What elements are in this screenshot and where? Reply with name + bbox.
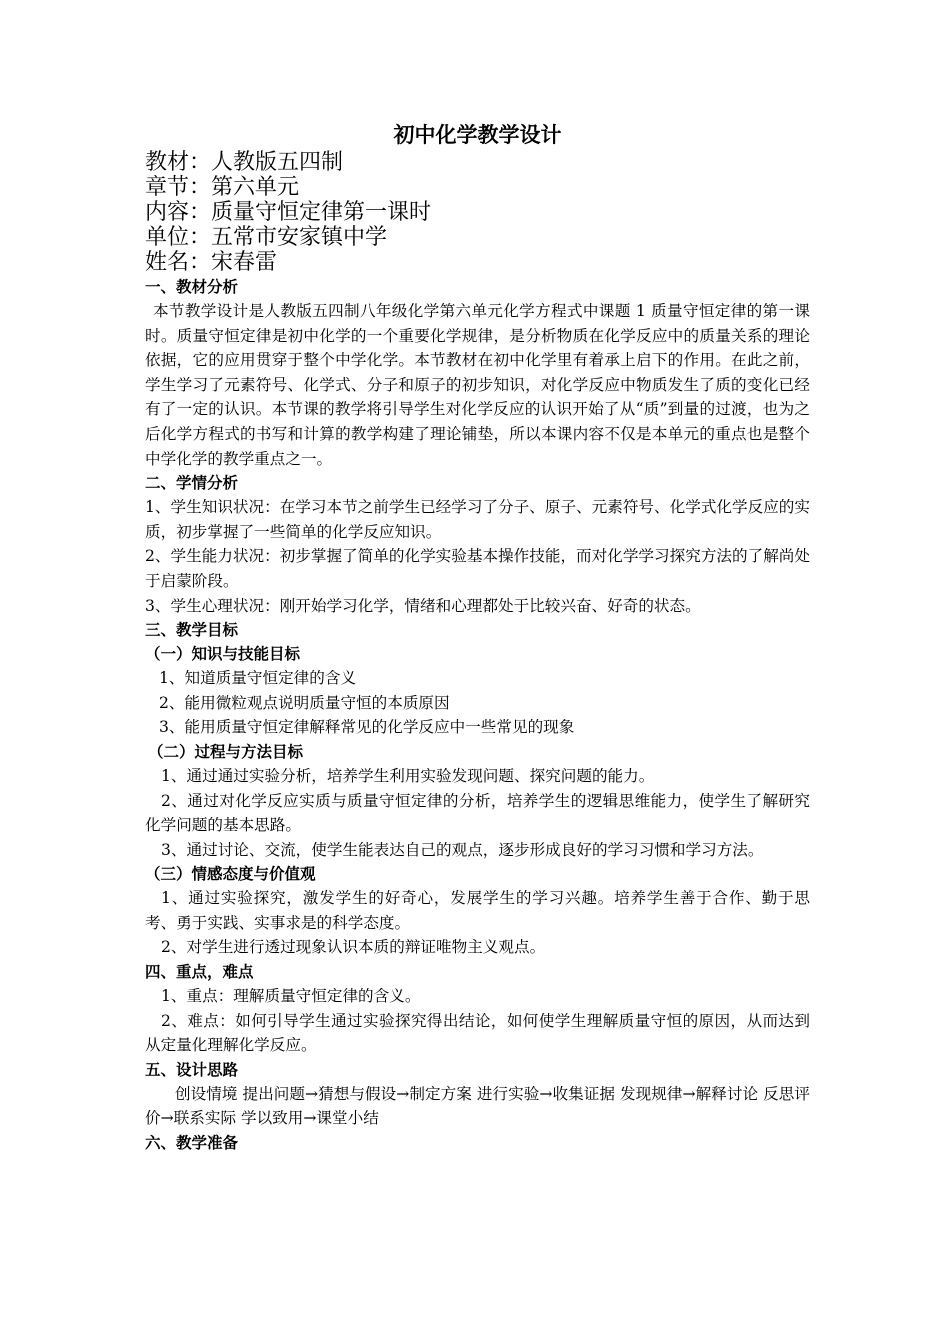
list-item: 1、重点：理解质量守恒定律的含义。 [161, 987, 421, 1006]
list-item: 3、能用质量守恒定律解释常见的化学反应中一些常见的现象 [159, 718, 575, 737]
section-heading-textbook-analysis: 一、教材分析 [145, 278, 239, 296]
list-item: 2、通过对化学反应实质与质量守恒定律的分析，培养学生的逻辑思维能力，使学生了解研究化学问题的基本思路。 [145, 791, 810, 835]
paragraph: 1、学生知识状况：在学习本节之前学生已经学习了分子、原子、元素符号、化学式化学反应的实质，初步掌握了一些简单的化学反应知识。 [145, 498, 810, 541]
section-heading-design-idea: 五、设计思路 [145, 1060, 239, 1079]
meta-author: 姓名：宋春雷 [145, 250, 278, 275]
document-title: 初中化学教学设计 [393, 123, 562, 147]
subheading-process-methods: （二）过程与方法目标 [148, 742, 304, 761]
list-item: 3、通过讨论、交流，使学生能表达自己的观点，逐步形成良好的学习习惯和学习方法。 [161, 840, 764, 859]
document-body [145, 120, 810, 1155]
meta-chapter: 章节：第六单元 [145, 175, 300, 200]
paragraph: 本节教学设计是人教版五四制八年级化学第六单元化学方程式中课题 1 质量守恒定律的第一课时。质量守恒定律是初中化学的一个重要化学规律，是分析物质在化学反应中的质量关系的理论依据，它的应用贯穿于整个中学化学。本节教材在初中化学里有着承上启下的作用。在此之前，学生学习了元素符号、化学式、分子和原子的初步知识，对化学反应中物质发生了质的变化已经有了一定的认识。本节课的教学将引导学生对化学反应的认识开始了从“质”到量的过渡，也为之后化学方程式的书写和计算的教学构建了理论铺垫，所以本课内容不仅是本单元的重点也是整个中学化学的教学重点之一。 [145, 302, 810, 468]
meta-school: 单位：五常市安家镇中学 [145, 225, 388, 250]
list-item: 1、通过通过实验分析，培养学生利用实验发现问题、探究问题的能力。 [161, 766, 655, 785]
paragraph: 创设情境 提出问题→猜想与假设→制定方案 进行实验→收集证据 发现规律→解释讨论 反思评价→联系实际 学以致用→课堂小结 [145, 1084, 810, 1128]
list-item: 2、能用微粒观点说明质量守恒的本质原因 [159, 693, 450, 712]
subheading-attitudes-values: （三）情感态度与价值观 [145, 865, 316, 884]
list-item: 2、难点：如何引导学生通过实验探究得出结论，如何使学生理解质量守恒的原因，从而达到从定量化理解化学反应。 [145, 1011, 810, 1055]
section-heading-teaching-goals: 三、教学目标 [145, 621, 239, 640]
list-item: 2、对学生进行透过现象认识本质的辩证唯物主义观点。 [161, 938, 546, 957]
paragraph: 3、学生心理状况：刚开始学习化学，情绪和心理都处于比较兴奋、好奇的状态。 [145, 596, 701, 615]
list-item: 1、通过实验探究，激发学生的好奇心，发展学生的学习兴趣。培养学生善于合作、勤于思考、勇于实践、实事求是的科学态度。 [145, 889, 810, 932]
section-heading-key-points: 四、重点，难点 [145, 963, 254, 982]
subheading-knowledge-skills: （一）知识与技能目标 [145, 645, 301, 664]
paragraph: 2、学生能力状况：初步掌握了简单的化学实验基本操作技能，而对化学学习探究方法的了解尚处于启蒙阶段。 [145, 547, 810, 590]
meta-content: 内容：质量守恒定律第一课时 [145, 200, 432, 225]
list-item: 1、知道质量守恒定律的含义 [159, 669, 357, 688]
section-heading-preparation: 六、教学准备 [145, 1134, 239, 1153]
section-heading-student-analysis: 二、学情分析 [145, 474, 239, 493]
meta-textbook: 教材：人教版五四制 [145, 150, 344, 175]
meta-block [145, 150, 810, 275]
